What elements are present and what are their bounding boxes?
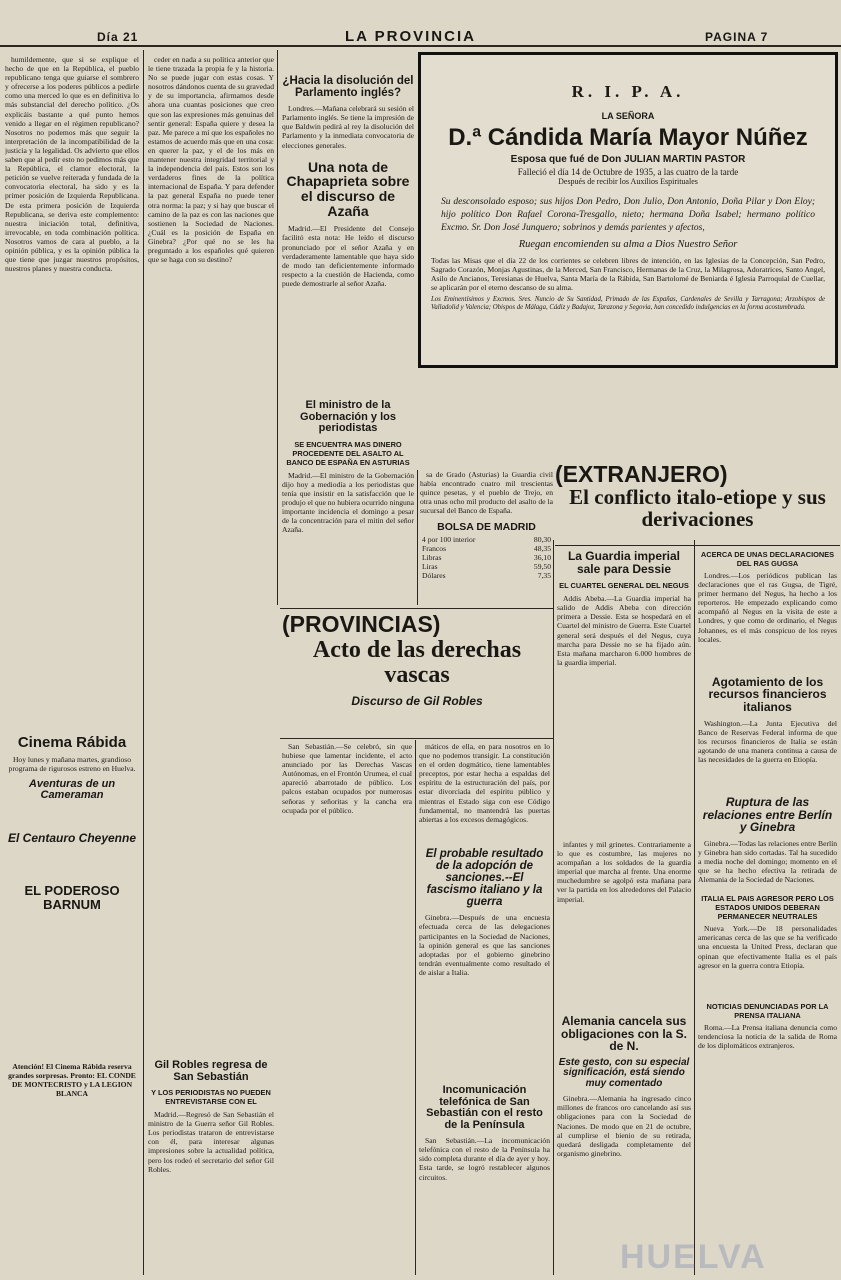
provincias-col-b xyxy=(419,742,550,842)
obituary-senora: LA SEÑORA xyxy=(601,110,655,121)
article-subtitle: SE ENCUENTRA MAS DINERO PROCEDENTE DEL ASALTO AL BANCO DE ESPAÑA EN ASTURIAS xyxy=(286,439,410,467)
section-kicker: (PROVINCIAS) xyxy=(282,611,441,637)
table-row: 4 por 100 interior 80,30 xyxy=(422,535,551,545)
guardia-article xyxy=(557,550,691,835)
article-text: humildemente, que si se explique el hecho de que en la República, el pueblo republicano tenga que guiarse el sombrero y ofrecerse a los poderes públicos a pedirle como una merced lo que es en definitiva lo más substancial del derecho político. ¿Os explicáis bastante a qué punto hemos venido a llegar en el régimen republicano? Nosotros no podemos más que seguir la interpretación de la incompatibilidad de la justicia y la legalidad. Os advierto que ellos saben que al pedir esto no pedimos más que la República, el clamor electoral, la petición se vuelve reiterada y fundada de la convocatoria electoral, ha sido y es la primer posición de Izquierda Republicana. De esta primera posición de Izquierda Republicana, se deriva este complemento: nuestra iniciación total, definitiva, irrevocable, en toda combinación política. Nosotros vamos de cara al pueblo, a la opinión pública, y es la opinión pública la que tiene que juzgar nuestros propósitos, nuestros planes y nuestra conducta. xyxy=(5,55,139,274)
table-row: Liras 59,50 xyxy=(422,562,551,572)
article-text: Ginebra.—Alemania ha ingresado cinco millones de francos oro cancelando así sus obligaciones para con la Sociedad de Naciones. De modo que en 21 de octubre, al cumplirse el bienio de su retirada, quedará desligada completamente del organismo ginebrino. xyxy=(557,1094,691,1158)
section-kicker: (EXTRANJERO) xyxy=(555,461,728,487)
obituary-spouse: Esposa que fué de Don JULIAN MARTIN PASTOR xyxy=(510,154,746,166)
article-col1 xyxy=(5,55,139,727)
table-row: Francos 48,35 xyxy=(422,544,551,554)
article-text: Ginebra.—Después de una encuesta efectuada cerca de las delegaciones participantes en la Sociedad de Naciones, la opinión general es que las sanciones adoptadas por el gobierno ginebrino tendrán eventualmente como resultado el de aislar a Italia. xyxy=(419,913,550,977)
provincias-col-a xyxy=(282,742,412,1272)
table-row: Libras 36,10 xyxy=(422,553,551,563)
obituary-family: Su desconsolado esposo; sus hijos Don Pedro, Don Julio, Don Antonio, Doña Pilar y Don Eloy; hijo político Don Rafael Corona-Tresgallo, nieto; hermana Doña Isabel; hermano político Excmo. Sr. Don José Junquero; sobrinos y demás parientes y afectos, xyxy=(441,197,815,234)
right-column xyxy=(698,550,837,1275)
article-headline: Alemania cancela sus obligaciones con la S. de N. xyxy=(560,1015,688,1054)
article-headline: Incomunicación telefónica de San Sebastián con el resto de la Península xyxy=(426,1085,543,1131)
cinema-intro: Hoy lunes y mañana martes, grandioso programa de rigurosos estreno en Huelva. xyxy=(8,754,136,773)
article-headline: La Guardia imperial sale para Dessie xyxy=(567,550,681,576)
article-col2 xyxy=(148,55,274,635)
article-text: infantes y mil grinetes. Contrariamente a lo que es costumbre, las mujeres no acompañan a los soldados de la guardia imperial que marcha al frente. Una enorme muchedumbre se agolpó esta mañana para ver la partida en los alrededores del Palacio imperial. xyxy=(557,840,691,904)
resultado-article xyxy=(419,848,550,1008)
article-text: Washington.—La Junta Ejecutiva del Banco de Reservas Federal informa de que los recursos financieros de Italia se están agotando de una manera continua a causa de las necesidades de la guerra en Etiopía. xyxy=(698,718,837,764)
section-rule xyxy=(555,545,840,546)
article-headline: El probable resultado de la adopción de sanciones.--El fascismo italiano y la guerra xyxy=(425,848,544,909)
provincias-col-c xyxy=(557,840,691,1010)
article-text: San Sebastián.—Se celebró, sin que hubiese que lamentar incidente, el acto anunciado por las Derechas Vascas Autónomas, en el Frontón Urumea, el cual apareció abarrotado de público. Los palcos estaban ocupados por numerosas señoras y señoritas y la cancha era ocupada por el público. xyxy=(282,742,412,815)
header-page: PAGINA 7 xyxy=(705,30,769,44)
article-subtitle: EL CUARTEL GENERAL DEL NEGUS xyxy=(559,581,689,591)
section-rule xyxy=(280,608,553,609)
article-text: San Sebastián.—La incomunicación telefónica con el resto de la Península ha sido completa durante el día de ayer y hoy. Esta tarde, se logró restablecer algunos circuitos. xyxy=(419,1136,550,1182)
incomunicacion-article xyxy=(419,1085,550,1275)
article-subtitle: Y LOS PERIODISTAS NO PUEDEN ENTREVISTARSE CON EL xyxy=(151,1088,271,1107)
column-rule xyxy=(694,540,695,1275)
table-row: Dólares 7,35 xyxy=(422,571,551,581)
ministro-article xyxy=(282,400,414,570)
obituary-pray: Ruegan encomienden su alma a Dios Nuestro Señor xyxy=(518,239,738,251)
bolsa-block xyxy=(420,470,553,610)
article-text: Londres.—Mañana celebrará su sesión el Parlamento inglés. Se tiene la impresión de que Baldwin pedirá al rey la disolución del Parlamento y la inmediata convocatoria de elecciones generales. xyxy=(282,104,414,150)
article-subtitle: ITALIA EL PAIS AGRESOR PERO LOS ESTADOS UNIDOS DEBERAN PERMANECER NEUTRALES xyxy=(701,894,834,922)
column-rule xyxy=(277,50,278,605)
header-title: LA PROVINCIA xyxy=(345,28,476,45)
alemania-article xyxy=(557,1015,691,1275)
article-text: Madrid.—El ministro de la Gobernación dijo hoy a mediodía a los periodistas que tenía que insistir en la satisfacción que le produjo el que no hubiera ocurrido ninguna importante incidencia el domingo a pesar de la concentración para el mitin del señor Azaña. xyxy=(282,470,414,535)
column-rule xyxy=(417,470,418,605)
article-text: Roma.—La Prensa italiana denuncia como tendenciosa la noticia de la salida de Roma de los diplomáticos extranjeros. xyxy=(698,1022,837,1050)
obituary-died: Falleció el día 14 de Octubre de 1935, a las cuatro de la tarde xyxy=(517,167,739,178)
article-text: ceder en nada a su política anterior que le tiene trazada la propia fe y la historia. No se puede jugar con estas cosas. Y nosotros dándonos cuenta de su gravedad y de su importancia, afirmamos desde ahora una cuantas posiciones que creo que son las expresiones más genuinas del sentir general: España quiere y desea la paz. Me parece a mí que los españoles no estamos de acuerdo más que en una cosa: en querer la paz, y el de los más en mantener nuestra integridad territorial y la independencia del país. Estos son los verdaderos fines de la política internacional de España. Y para defender la paz general España no puede tener otra norma: la paz; y si hay que buscar el camino de la paz es con las naciones que sostienen la Sociedad de Naciones. ¿Cuál es la posición de España en Ginebra? ¿Por qué no se les ha preguntado a los españoles qué quieren que se haga con su destino? xyxy=(148,55,274,265)
archive-watermark: HUELVA xyxy=(620,1238,767,1276)
article-text: Addis Abeba.—La Guardia imperial ha salido de Addis Abeba con dirección primera a Dessie. Esta se hospedará en el Cuartel del ministro de Guerra. Este Cuartel general será después el del Negus, cuya marcha para Dessie no se ha fijado aún. Esta mañana marcharon 6.000 hombres de la guardia imperial. xyxy=(557,594,691,667)
article-text: máticos de ella, en para nosotros en lo que no podemos transigir. La constitución en el orden dogmático, tiene lamentables preceptos, por estar hecha a espaldas del espíritu de la estructuración del país, por estar divorciada del espíritu público y mientras el Estado siga con ese Código fundamental, no mantendrá las puertas abiertas a los excesos demagógicos. xyxy=(419,742,550,824)
section-title: El conflicto italo-etiope y sus derivaciones xyxy=(569,485,826,532)
column-rule xyxy=(553,540,554,1275)
section-subtitle: Discurso de Gil Robles xyxy=(351,693,483,708)
bolsa-title: BOLSA DE MADRID xyxy=(437,521,536,534)
film-title: EL PODEROSO BARNUM xyxy=(24,883,120,913)
article-subtitle: Este gesto, con su especial significación, está siendo muy comentado xyxy=(558,1056,690,1089)
film-title: El Centauro Cheyenne xyxy=(7,830,137,845)
column-rule xyxy=(415,740,416,1275)
obituary-rip: R. I. P. A. xyxy=(571,82,685,101)
article-text: Madrid.—Regresó de San Sebastián el ministro de la Guerra señor Gil Robles. Los periodistas trataron de entrevistarse con él, para interesar algunas impresiones sobre la actualidad política, pero los rodeó el secretario del señor Gil Robles. xyxy=(148,1110,274,1174)
section-title: Acto de las derechas vascas xyxy=(312,637,522,689)
article-text: Madrid.—El Presidente del Consejo facilitó esta nota: He leído el discurso pronunciado por el señor Azaña y en verdaderamente lamentable que haya sido de modo tan deficientemente informado respecto a la cuestión de Hacienda, como puede demostrarle al señor Azaña. xyxy=(282,224,414,288)
section-rule xyxy=(280,738,553,739)
article-headline: ¿Hacia la disolución del Parlamento inglés? xyxy=(282,75,414,100)
article-text: sa de Grado (Asturias) la Guardia civil había encontrado cuatro mil trescientas quince pesetas, y el pueblo de Trejo, en otra unas ocho mil producto del asalto de la sucursal del Banco de España. xyxy=(420,470,553,516)
obituary-after: Después de recibir los Auxilios Espirituales xyxy=(558,177,698,187)
obituary-footnote: Los Eminentísimos y Excmos. Sres. Nuncio de Su Santidad, Primado de las Españas, Cardenales de Sevilla y Tarragona; Arzobispos de Valladolid y Valencia; Obispos de Málaga, Cádiz y Badajoz, Tarazona y Segovia, han concedido indulgencias en la forma acostumbrada. xyxy=(431,296,825,312)
article-headline: Ruptura de las relaciones entre Berlín y Ginebra xyxy=(702,795,833,835)
cinema-ad xyxy=(4,735,140,1280)
obituary-box xyxy=(418,52,838,368)
article-text: Londres.—Los periódicos publican las declaraciones que el ras Gugsa, de Tigré, primer hermano del Negus, ha hecho a los reporteros. He empezado explicando como acompañó al Negus en la visita de este a Londres, y que como de ordinario, el Negus Johannes, es el más conspicuo de los reyes locales. xyxy=(698,571,837,644)
article-text: Nueva York.—De 18 personalidades americanas cerca de las que se ha verificado una encuesta la United Press, declaran que opinan que efectivamente Italia es el país agresor en la guerra contra Etiopía. xyxy=(698,924,837,970)
article-headline: Agotamiento de los recursos financieros italianos xyxy=(708,674,827,714)
bolsa-table xyxy=(420,535,553,580)
article-headline: Una nota de Chapaprieta sobre el discurso de Azaña xyxy=(286,158,410,219)
extranjero-header xyxy=(555,462,840,542)
article-headline: El ministro de la Gobernación y los periodistas xyxy=(300,400,396,435)
header-day: Día 21 xyxy=(97,30,139,44)
provincias-header xyxy=(282,612,552,732)
article-headline: ACERCA DE UNAS DECLARACIONES DEL RAS GUGSA xyxy=(700,550,835,568)
cinema-footer: Atención! El Cinema Rábida reserva grandes sorpresas. Pronto: EL CONDE DE MONTECRISTO y LA LEGION BLANCA xyxy=(8,1061,136,1098)
film-title: Aventuras de un Cameraman xyxy=(28,777,116,802)
article-subtitle: NOTICIAS DENUNCIADAS POR LA PRENSA ITALIANA xyxy=(706,1001,829,1020)
column-rule xyxy=(143,50,144,1275)
header-rule xyxy=(0,45,841,47)
obituary-masses: Todas las Misas que el día 22 de los corrientes se celebren libres de intención, en las Iglesias de la Concepción, San Pedro, Sagrado Corazón, Monjas Agustinas, de la Merced, San Francisco, Hermanas de la Cruz, la Milagrosa, Adoratrices, Santo Angel, Asilo de Ancianos, Teresianas de Huelva, Santa María de la Rábida, San Bartolomé de Beniarda é Iglesia Parroquial de Cuellar, se aplicarán por el eterno descanso de su alma. xyxy=(431,256,825,293)
cinema-title: Cinema Rábida xyxy=(17,735,127,751)
obituary-name: D.ª Cándida María Mayor Núñez xyxy=(448,123,808,151)
article-text: Ginebra.—Todas las relaciones entre Berlín y Ginebra han sido cortadas. Tal ha sucedido a media noche del domingo; momento en el que se ha hecho efectiva la retirada de Alemania de la Sociedad de Naciones. xyxy=(698,838,837,885)
article-headline: Gil Robles regresa de San Sebastián xyxy=(154,1060,268,1083)
gilrobles-article xyxy=(148,1060,274,1275)
